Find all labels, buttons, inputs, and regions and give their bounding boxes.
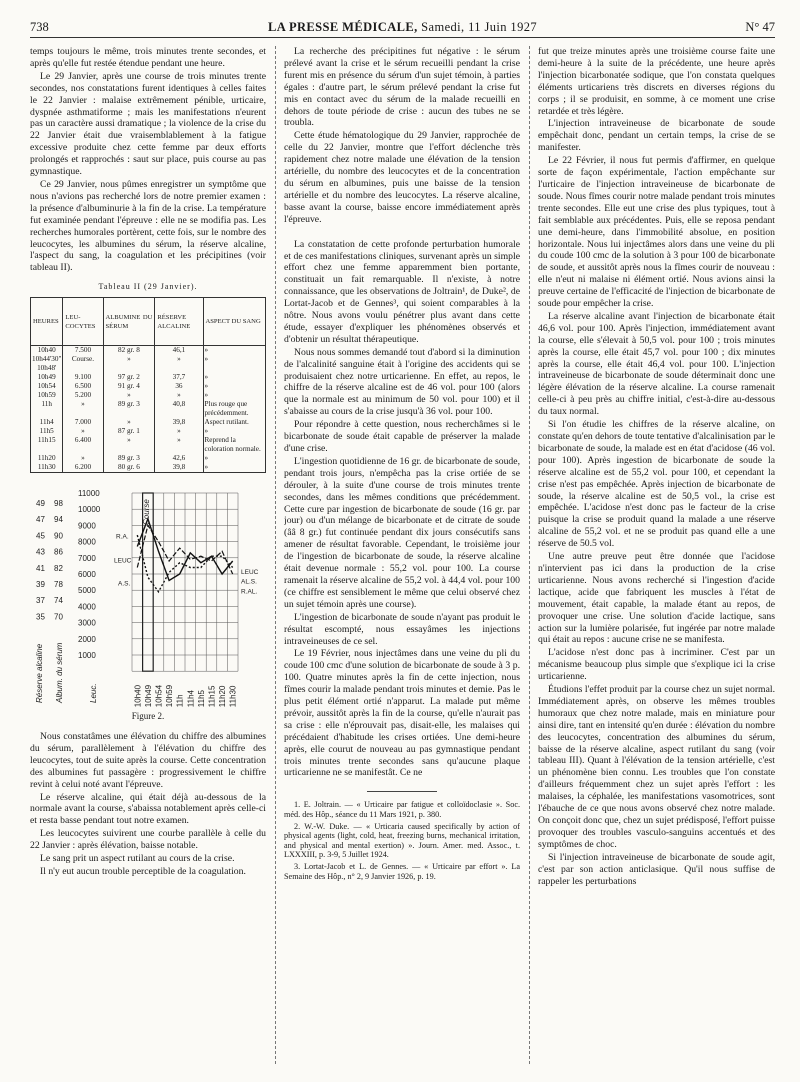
paragraph: L'ingestion de bicarbonate de soude n'ayant pas produit le résultat escompté, nous essayâmes les injections intraveineuses de ce sel.	[284, 611, 520, 647]
table-cell: »	[63, 454, 103, 463]
table-cell: 10h40	[31, 346, 63, 356]
paragraph: Nous constatâmes une élévation du chiffre des albumines du sérum, parallèlement à l'élévation du chiffre des leucocytes, tout de suite après la course. Cette concentration des albumines fut passagère : progressivement le chiffre revint à celui noté avant l'épreuve.	[30, 731, 266, 790]
table-cell: 36	[155, 382, 203, 391]
figure-2	[30, 481, 266, 707]
x-tick-label: 11h15	[207, 685, 217, 708]
curve-label-ra-right: R.AL.	[241, 588, 258, 596]
paragraph: Le 29 Janvier, après une course de trois minutes trente secondes, nos constatations furent identiques à celles faites le 22 Janvier : malaise extrêmement pénible, urticaire, dyspnée asthmatiforme ; mais les manifestations n'eurent pas un caractère aussi dramatique ; la violence de la crise du 22 Janvier était due vraisemblablement à la fatigue excessive produite chez cette femme par deux efforts prolongés et rapprochés : saut sur place, puis course au pas gymnastique.	[30, 70, 266, 178]
table-cell: 37,7	[155, 373, 203, 382]
table-cell: 80 gr. 6	[103, 463, 155, 473]
table-cell: »	[203, 355, 266, 364]
paragraph: L'injection intraveineuse de bicarbonate de soude empêchait donc, pendant un certain temps, la crise de se manifester.	[538, 118, 775, 154]
table-cell: »	[203, 463, 266, 473]
table-cell: »	[63, 400, 103, 418]
table-cell: 11h5	[31, 427, 63, 436]
footnote: 1. E. Joltrain. — « Urticaire par fatigue et colloïdoclasie ». Soc. méd. des Hôp., séance du 11 Mars 1921, p. 380.	[284, 800, 520, 819]
paragraph: Le réserve alcaline, qui était déjà au-dessous de la normale avant la course, s'abaissa notablement après celle-ci et resta basse pendant tout notre examen.	[30, 791, 266, 827]
table-cell: 10h49	[31, 373, 63, 382]
table-cell: »	[103, 355, 155, 364]
tick-label-leucocytes: 4000	[78, 602, 96, 612]
axis-title-albumine: Album. du sérum	[55, 642, 64, 704]
table-cell: »	[103, 436, 155, 454]
footnote: 3. Lortat-Jacob et L. de Gennes. — « Urticaire par effort ». La Semaine des Hôp., n° 2, 9 Janvier 1926, p. 19.	[284, 861, 520, 881]
tick-label-leucocytes: 2000	[78, 634, 96, 644]
table-cell: 11h20	[31, 454, 63, 463]
table-caption: Tableau II (29 Janvier).	[98, 282, 198, 292]
table-cell: Aspect rutilant.	[203, 418, 266, 427]
table-row	[31, 382, 266, 391]
tick-label-leucocytes: 1000	[78, 651, 96, 661]
tick-label-albumine: 78	[54, 580, 63, 590]
table-cell: 82 gr. 8	[103, 346, 155, 356]
table-row	[31, 454, 266, 463]
table-cell: 6.500	[63, 382, 103, 391]
table-header-row	[31, 298, 266, 346]
paragraph: Une autre preuve peut être donnée que l'acidose n'intervient pas ici dans la production de la crise urticarienne. Nous avons recherché si l'ingestion d'acide lactique, acide que fabriquent les muscles à l'état de mouvement, était capable, la malade étant au repos, de provoquer une crise. Une solution d'acide lactique, sans action sur la lumière polarisée, fut ingérée par notre malade qui était au repos : aucune crise ne se manifesta.	[538, 551, 775, 646]
issue-date: Samedi, 11 Juin 1927	[421, 20, 538, 34]
tick-label-leucocytes: 5000	[78, 586, 96, 596]
table-header-cell: ALBUMINE DU SÉRUM	[103, 298, 155, 346]
table-cell: 91 gr. 4	[103, 382, 155, 391]
table-cell: »	[103, 391, 155, 400]
curve-label-ra: R.A.	[116, 533, 129, 541]
figure-2-chart	[30, 481, 266, 707]
paragraph: Le 22 Février, il nous fut permis d'affirmer, en quelque sorte de façon expérimentale, l'action empêchante sur l'urticaire de l'injection intraveineuse de bicarbonate de soude. Nous fîmes courir notre malade pendant trois minutes trente secondes. Elle eut une crise des plus typiques, tout à fait semblable aux précédentes. Puis, elle se reposa pendant une demi-heure, dans l'immobilité absolue, en position horizontale. Nous lui injectâmes alors dans une veine du pli du coude 100 cmc de la solution à 3 pour 100 de bicarbonate de soude, et aussitôt après nous la fîmes courir de nouveau : elle n'eut ni malaise ni élément ortié. Nous avions ainsi la preuve certaine de l'efficacité de l'injection de bicarbonate de soude pour empêcher la crise.	[538, 155, 775, 310]
table-cell: 39,8	[155, 418, 203, 427]
footnote-rule	[367, 791, 437, 792]
table-header-cell: HEURES	[31, 298, 63, 346]
table-cell: 11h15	[31, 436, 63, 454]
paragraph: Cette étude hématologique du 29 Janvier, rapprochée de celle du 22 Janvier, montre que l'effort déclenche très rapidement chez notre malade une élévation de la tension artérielle, du nombre des leucocytes et de la concentration du sérum en albumines, puis une baisse de la tension artérielle et du nombre des leucocytes. La réserve alcaline, basse avant la course, baisse encore immédiatement après l'épreuve.	[284, 130, 520, 225]
table-cell: 42,6	[155, 454, 203, 463]
paragraph: Pour répondre à cette question, nous recherchâmes si le bicarbonate de soude était capable de préserver la malade d'une crise.	[284, 419, 520, 454]
tick-label-albumine: 98	[54, 499, 63, 509]
tick-label-reserve-alcaline: 45	[36, 531, 45, 541]
table-body	[31, 346, 266, 473]
tick-label-albumine: 90	[54, 531, 63, 541]
curve-label-as-right: AL.S.	[241, 578, 257, 586]
tick-label-reserve-alcaline: 43	[36, 547, 45, 557]
tick-label-reserve-alcaline: 35	[36, 612, 45, 622]
paragraph: Le sang prit un aspect rutilant au cours de la crise.	[40, 853, 235, 865]
axis-title-reserve-alcaline: Réserve alcaline	[35, 643, 44, 704]
table-header-cell: LEU-COCYTES	[63, 298, 103, 346]
table-row	[31, 400, 266, 418]
tick-label-leucocytes: 6000	[78, 570, 96, 580]
table-cell: 40,8	[155, 400, 203, 418]
x-tick-label: 10h40	[133, 685, 143, 708]
table-cell: 10h44'30"	[32, 355, 62, 364]
table-cell: »	[203, 391, 266, 400]
x-tick-label: 10h54	[154, 685, 164, 708]
paragraph: temps toujours le même, trois minutes trente secondes, et après qu'elle fut restée étendue pendant une heure.	[30, 46, 266, 69]
tick-label-leucocytes: 8000	[78, 537, 96, 547]
table-cell: »	[203, 373, 266, 382]
paragraph: Si l'injection intraveineuse de bicarbonate de soude agit, c'est par son action anticlasique. Qu'il nous suffise de rappeler les perturbations	[538, 851, 775, 887]
table-cell: 11h4	[31, 418, 63, 427]
table-cell: »	[155, 436, 203, 454]
journal-name: LA PRESSE MÉDICALE,	[267, 20, 418, 34]
table-cell: 97 gr. 2	[103, 373, 155, 382]
curve-label-as: A.S.	[118, 580, 131, 588]
curve-label-leuc: LEUC	[114, 557, 132, 565]
tick-label-reserve-alcaline: 47	[36, 515, 45, 525]
table-cell: 5.200	[63, 391, 103, 400]
table-cell: 6.400	[63, 436, 103, 454]
paragraph: Le 19 Février, nous injectâmes dans une veine du pli du coude 100 cmc d'une solution de bicarbonate de soude à 3 p. 100. Quatre minutes après la fin de cette injection, nous fîmes courir la malade pendant trois minutes et demie. Pas le plus petit élément ortié n'apparut. La malade put même prévoir, aussitôt après la fin de la course, qu'elle n'aurait pas sa crise : elle n'éprouvait pas, disait-elle, les malaises qui précédaient d'habitude les crises ortiées. Une demi-heure après, elle courut de nouveau au pas gymnastique pendant trois minutes trente secondes sans qu'aucune plaque urticarienne ne se manifestât. Ce ne	[284, 648, 520, 779]
table-cell: 7.500	[63, 346, 103, 356]
table-cell: Course.	[63, 355, 103, 364]
paragraph: La constatation de cette profonde perturbation humorale et de ces manifestations cliniques, survenant après un simple effort chez une femme apparemment bien portante, constituait un fait remarquable. Il n'existe, à notre connaissance, que les observations de Joltrain¹, de Duke², de Lortat-Jacob et de Gennes³, qui soient comparables à la nôtre. Nous avons voulu pénétrer plus avant dans cette étude, essayer d'expliquer les phénomènes observés et d'obtenir un résultat thérapeutique.	[284, 238, 520, 345]
paragraph: Étudions l'effet produit par la course chez un sujet normal. Immédiatement après, on observe les mêmes troubles humoraux que chez notre malade, mais en miniature pour ainsi dire, tant en intensité qu'en durée : élévation du nombre des leucocytes, concentration des albumines du sérum, baisse de la réserve alcaline, aspect rutilant du sang (voir tableau III). Quant à l'élévation de la tension artérielle, c'est un phénomène bien connu. Les troubles que l'on constate d'ailleurs fréquemment chez un sujet après l'effort : les malaises, la céphalée, les manifestations vasomotrices, sont l'ébauche de ce que nous avons observé chez notre malade. On conçoit donc que, chez un sujet prédisposé, l'effort puisse provoquer des troubles vasculo-sanguins accentués et des symptômes de choc.	[538, 684, 775, 850]
paragraph: La recherche des précipitines fut négative : le sérum prélevé avant la crise et le sérum recueilli pendant la crise furent mis en présence du sérum d'un sujet témoin, à parties égales : d'autre part, le sérum prélevé pendant la crise fut mis en contact avec du sérum de la malade recueilli en dehors de toute période de crise : aucun des tubes ne se troubla.	[284, 46, 520, 129]
footnote: 2. W.-W. Duke. — « Urticaria caused specifically by action of physical agents (light, cold, heat, freezing burns, mechanical irritation, and physical and mental exertion) ». Journ. Amer. med. Assoc., t. LXXXIII, p. 3-9, 5 Juillet 1924.	[284, 821, 520, 860]
table-cell: 89 gr. 3	[103, 454, 155, 463]
column-rule	[529, 46, 530, 1064]
column-3	[538, 46, 775, 1070]
x-tick-label: 11h30	[228, 685, 238, 708]
table-cell: 6.200	[63, 463, 103, 473]
x-tick-label: 11h20	[218, 685, 228, 708]
table-cell: »	[155, 427, 203, 436]
axis-title-leucocytes: Leuc.	[89, 683, 98, 704]
table-cell: 11h30	[31, 463, 63, 473]
tick-label-reserve-alcaline: 39	[36, 580, 45, 590]
table-row	[31, 364, 266, 373]
tick-label-reserve-alcaline: 37	[36, 596, 45, 606]
table-cell: »	[103, 418, 155, 427]
table-cell: Plus rouge que précédemment.	[203, 400, 266, 418]
paragraph: Les leucocytes suivirent une courbe parallèle à celle du 22 Janvier : après élévation, baisse notable.	[30, 828, 266, 852]
tick-label-leucocytes: 11000	[78, 489, 100, 499]
paragraph: fut que treize minutes après une troisième course faite une demi-heure à la suite de la précédente, une heure après l'injection bicarbonatée sodique, que l'on constata quelques éléments urticariens très discrets en diverses régions du corps ; il se produisit, en somme, à ce moment une crise retardée et très légère.	[538, 46, 775, 117]
table-cell: 10h48'	[31, 364, 63, 373]
table-cell: 46,1	[155, 346, 203, 356]
table-row	[31, 346, 266, 356]
table-row	[31, 436, 266, 454]
page	[30, 18, 775, 1070]
x-tick-label: 10h49	[143, 685, 153, 708]
table-header-cell: ASPECT DU SANG	[203, 298, 266, 346]
x-tick-label: 11h5	[196, 690, 206, 708]
table-row	[31, 355, 266, 364]
x-tick-label: 10h59	[165, 685, 175, 708]
table-cell: 39,8	[155, 463, 203, 473]
table-row	[31, 463, 266, 473]
course-label: Course	[141, 499, 151, 526]
tick-label-leucocytes: 9000	[78, 521, 96, 531]
table-cell	[103, 364, 155, 373]
table-row	[31, 391, 266, 400]
table-cell: 9.100	[63, 373, 103, 382]
tick-label-albumine: 94	[54, 515, 63, 525]
paragraph: Ce 29 Janvier, nous pûmes enregistrer un symptôme que nous n'avions pas recherché lors de notre premier examen : la présence d'albuminurie à la fin de la crise. La température fut examinée pendant l'épreuve : elle ne se modifia pas. Les recherches humorales portèrent, cette fois, sur le nombre des leucocytes, les albumines du sérum, la réserve alcaline, l'aspect du sang, la coagulation et les précipitines (voir tableau II).	[30, 178, 266, 274]
table-row	[31, 427, 266, 436]
table-cell: Reprend la coloration normale.	[203, 436, 266, 454]
table-cell: »	[63, 427, 103, 436]
table-cell: 10h59	[31, 391, 63, 400]
table-ii	[30, 297, 266, 473]
issue-number: N° 47	[745, 20, 775, 34]
tick-label-reserve-alcaline: 41	[36, 563, 45, 573]
paragraph: Il n'y eut aucun trouble perceptible de la coagulation.	[40, 866, 246, 877]
table-cell	[203, 364, 266, 373]
table-cell: 7.000	[63, 418, 103, 427]
tick-label-albumine: 70	[54, 612, 63, 622]
table-cell: »	[203, 427, 266, 436]
tick-label-leucocytes: 10000	[78, 505, 101, 515]
table-cell: »	[203, 454, 266, 463]
column-2	[284, 46, 520, 1070]
journal-title	[30, 20, 775, 35]
tick-label-leucocytes: 7000	[78, 553, 96, 563]
paragraph: Si l'on étudie les chiffres de la réserve alcaline, on constate qu'en dehors de toute tentative d'alcalinisation par le bicarbonate de soude, la malade est en état d'acidose (46 vol. pour 100). Après ingestion de bicarbonate de soude la réserve alcaline est de 55,2 vol. pour 100, et cependant la crise n'est pas empêchée. Après injection de bicarbonate de soude, la réserve alcaline est de 50,5 vol., la crise est empêchée. L'acidose n'est donc pas le facteur de la crise puisque la crise se produit quand la malade a une réserve alcaline de 55,2 vol. et ne se produit pas quand elle a une réserve de 50.5 vol.	[538, 419, 775, 550]
page-header	[30, 18, 775, 38]
column-rule	[275, 46, 276, 1064]
table-cell: »	[155, 355, 203, 364]
page-number: 738	[30, 20, 49, 34]
paragraph: L'acidose n'est donc pas à incriminer. C'est par un mécanisme beaucoup plus simple que s'explique ici la crise urticarienne.	[538, 647, 775, 683]
table-cell: 87 gr. 1	[103, 427, 155, 436]
tick-label-leucocytes: 3000	[78, 618, 96, 628]
table-cell: 89 gr. 3	[103, 400, 155, 418]
table-row	[31, 373, 266, 382]
table-cell: »	[203, 382, 266, 391]
table-cell	[155, 364, 203, 373]
paragraph: La réserve alcaline avant l'injection de bicarbonate était 46,6 vol. pour 100. Après l'injection, immédiatement avant la course, elle s'élevait à 50,5 vol. pour 100 ; trois minutes après la course, elle était 45,7 vol. pour 100 ; dix minutes après la course, elle était 46,4 vol. pour 100. L'injection intraveineuse de bicarbonate de soude déterminait donc une légère élévation de la réserve alcaline. La course ramenait celle-ci à peu près au chiffre initial, c'est-à-dire au-dessous du taux normal.	[538, 310, 775, 418]
column-1	[30, 46, 266, 1070]
figure-caption: Figure 2.	[131, 711, 165, 722]
table-cell	[63, 364, 103, 373]
table-cell: »	[155, 391, 203, 400]
table-header-cell: RÉSERVE ALCALINE	[155, 298, 203, 346]
paragraph: Nous nous sommes demandé tout d'abord si la diminution de l'alcalinité sanguine était à l'origine des accidents qui se produisaient chez notre urticarienne. En effet, au repos, le chiffre de la réserve alcaline est de 46 vol. pour 100 (alors que la normale est au minimum de 50 vol. pour 100) et il s'abaisse au cours de la crise jusqu'à 36 vol. pour 100.	[284, 346, 520, 418]
x-tick-label: 11h4	[186, 690, 196, 708]
table-row	[31, 418, 266, 427]
x-tick-label: 11h	[175, 694, 185, 708]
tick-label-albumine: 86	[54, 547, 63, 557]
tick-label-albumine: 74	[54, 596, 63, 606]
paragraph: L'ingestion quotidienne de 16 gr. de bicarbonate de soude, pendant trois jours, n'empêcha pas la crise ortiée de se dérouler, à la suite d'une course de trois minutes trente secondes, dans les mêmes conditions que précédemment. Cette cure par ingestion de bicarbonate de soude (16 gr. par jour) ou d'un mélange de bicarbonate et de citrate de soude (ââ 8 gr.) fut continuée pendant dix jours consécutifs sans amener de résultat favorable. Cependant, le troisième jour de l'ingestion de bicarbonate de soude, la réserve alcaline était devenue normale : 55,2 vol. pour 100. La course ramenait la réserve alcaline de 55,2 vol. à 44,4 vol. pour 100 (ce chiffre est sensiblement le même que celui observé chez un sujet témoin après une course).	[284, 455, 520, 610]
table-cell: 11h	[31, 400, 63, 418]
table-cell: 10h54	[31, 382, 63, 391]
tick-label-reserve-alcaline: 49	[36, 499, 45, 509]
tick-label-albumine: 82	[54, 563, 63, 573]
table-cell: »	[203, 346, 266, 356]
curve-label-leuc-right: LEUC	[241, 569, 259, 577]
